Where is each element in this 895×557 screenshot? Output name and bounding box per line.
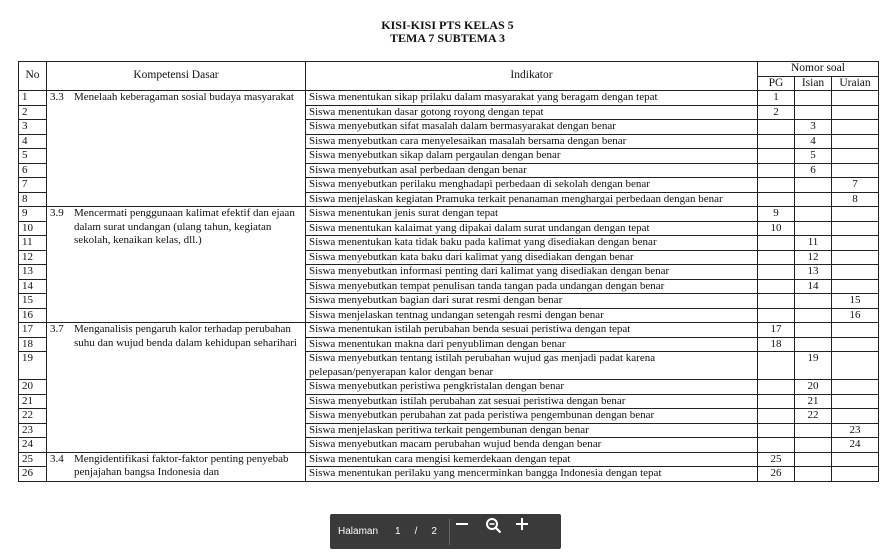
- isian-cell: 20: [795, 380, 832, 395]
- zoom-minus-button[interactable]: [455, 517, 485, 547]
- pg-cell: [758, 134, 795, 149]
- kd-code: 3.9: [50, 207, 64, 219]
- table-row: [19, 207, 879, 222]
- isian-cell: 6: [795, 163, 832, 178]
- header-pg: PG: [758, 76, 795, 91]
- pg-cell: 1: [758, 91, 795, 106]
- isian-cell: [795, 323, 832, 338]
- uraian-cell: [832, 380, 879, 395]
- current-page-input[interactable]: 1: [395, 526, 401, 537]
- pg-cell: [758, 380, 795, 395]
- plus-icon: [515, 517, 529, 531]
- indikator-cell: Siswa menentukan dasar gotong royong dengan tepat: [306, 105, 758, 120]
- isian-cell: [795, 294, 832, 309]
- uraian-cell: [832, 250, 879, 265]
- page-separator: /: [414, 526, 418, 537]
- isian-cell: 19: [795, 352, 832, 380]
- uraian-cell: 15: [832, 294, 879, 309]
- header-kompetensi-dasar: Kompetensi Dasar: [47, 62, 306, 91]
- uraian-cell: [832, 323, 879, 338]
- indikator-cell: Siswa menentukan sikap prilaku dalam masyarakat yang beragam dengan tepat: [306, 91, 758, 106]
- pg-cell: [758, 149, 795, 164]
- indikator-cell: Siswa menyebutkan perilaku menghadapi perbedaan di sekolah dengan benar: [306, 178, 758, 193]
- indikator-cell: Siswa menentukan kalaimat yang dipakai dalam surat undangan dengan tepat: [306, 221, 758, 236]
- pg-cell: 9: [758, 207, 795, 222]
- kd-text: Mengidentifikasi faktor-faktor penting penyebab penjajahan bangsa Indonesia dan: [74, 452, 289, 478]
- isian-cell: 3: [795, 120, 832, 135]
- row-number: 11: [19, 236, 47, 251]
- indikator-cell: Siswa menyebutkan macam perubahan wujud benda dengan benar: [306, 438, 758, 453]
- isian-cell: [795, 467, 832, 482]
- row-number: 24: [19, 438, 47, 453]
- row-number: 7: [19, 178, 47, 193]
- kompetensi-dasar-cell: [47, 323, 306, 453]
- isian-cell: 11: [795, 236, 832, 251]
- header-isian: Isian: [795, 76, 832, 91]
- indikator-cell: Siswa menentukan kata tidak baku pada kalimat yang disediakan dengan benar: [306, 236, 758, 251]
- uraian-cell: [832, 409, 879, 424]
- zoom-in-button[interactable]: [515, 517, 545, 547]
- row-number: 4: [19, 134, 47, 149]
- isian-cell: [795, 192, 832, 207]
- pg-cell: 2: [758, 105, 795, 120]
- uraian-cell: [832, 394, 879, 409]
- isian-cell: [795, 337, 832, 352]
- kd-text: Menganalisis pengaruh kalor terhadap perubahan suhu dan wujud benda dalam kehidupan seharihari: [74, 323, 297, 349]
- pg-cell: 26: [758, 467, 795, 482]
- indikator-cell: Siswa menyebutkan cara menyelesaikan masalah bersama dengan benar: [306, 134, 758, 149]
- kompetensi-dasar-cell: [47, 91, 306, 207]
- row-number: 1: [19, 91, 47, 106]
- row-number: 15: [19, 294, 47, 309]
- toolbar-divider: [449, 519, 450, 545]
- row-number: 6: [19, 163, 47, 178]
- kd-text: Mencermati penggunaan kalimat efektif dan ejaan dalam surat undangan (ulang tahun, kegiatan sekolah, kenaikan kelas, dll.): [74, 207, 295, 246]
- pg-cell: [758, 409, 795, 424]
- row-number: 8: [19, 192, 47, 207]
- uraian-cell: [832, 279, 879, 294]
- indikator-cell: Siswa menyebutkan bagian dari surat resmi dengan benar: [306, 294, 758, 309]
- isian-cell: [795, 308, 832, 323]
- pg-cell: [758, 178, 795, 193]
- row-number: 5: [19, 149, 47, 164]
- kd-code: 3.3: [50, 91, 64, 103]
- isian-cell: [795, 207, 832, 222]
- uraian-cell: [832, 134, 879, 149]
- isian-cell: [795, 91, 832, 106]
- pg-cell: [758, 265, 795, 280]
- pg-cell: [758, 120, 795, 135]
- row-number: 9: [19, 207, 47, 222]
- pg-cell: [758, 352, 795, 380]
- pg-cell: 25: [758, 452, 795, 467]
- total-pages: 2: [431, 526, 437, 537]
- pg-cell: 17: [758, 323, 795, 338]
- isian-cell: 21: [795, 394, 832, 409]
- isian-cell: [795, 221, 832, 236]
- row-number: 21: [19, 394, 47, 409]
- indikator-cell: Siswa menyebutkan istilah perubahan zat sesuai peristiwa dengan benar: [306, 394, 758, 409]
- uraian-cell: [832, 221, 879, 236]
- uraian-cell: [832, 91, 879, 106]
- header-uraian: Uraian: [832, 76, 879, 91]
- uraian-cell: 24: [832, 438, 879, 453]
- indikator-cell: Siswa menyebutkan perubahan zat pada peristiwa pengembunan dengan benar: [306, 409, 758, 424]
- uraian-cell: [832, 265, 879, 280]
- isian-cell: 12: [795, 250, 832, 265]
- isian-cell: [795, 438, 832, 453]
- uraian-cell: 16: [832, 308, 879, 323]
- isian-cell: [795, 423, 832, 438]
- zoom-out-button[interactable]: [485, 517, 515, 547]
- row-number: 20: [19, 380, 47, 395]
- indikator-cell: Siswa menyebutkan tempat penulisan tanda tangan pada undangan dengan benar: [306, 279, 758, 294]
- row-number: 12: [19, 250, 47, 265]
- kompetensi-dasar-cell: [47, 207, 306, 323]
- kompetensi-dasar-cell: [47, 452, 306, 481]
- table-row: [19, 452, 879, 467]
- row-number: 17: [19, 323, 47, 338]
- indikator-cell: Siswa menentukan cara mengisi kemerdekaan dengan tepat: [306, 452, 758, 467]
- uraian-cell: 7: [832, 178, 879, 193]
- row-number: 16: [19, 308, 47, 323]
- pg-cell: [758, 423, 795, 438]
- indikator-cell: Siswa menentukan makna dari penyubliman dengan benar: [306, 337, 758, 352]
- kisi-kisi-table: [18, 61, 879, 482]
- uraian-cell: [832, 149, 879, 164]
- row-number: 23: [19, 423, 47, 438]
- row-number: 19: [19, 352, 47, 380]
- pg-cell: [758, 294, 795, 309]
- indikator-cell: Siswa menyebutkan sikap dalam pergaulan dengan benar: [306, 149, 758, 164]
- zoom-out-icon: [485, 517, 502, 534]
- indikator-cell: Siswa menyebutkan tentang istilah perubahan wujud gas menjadi padat karena pelepasan/penyerapan kalor dengan benar: [306, 352, 758, 380]
- indikator-cell: Siswa menjelaskan peritiwa terkait pengembunan dengan benar: [306, 423, 758, 438]
- isian-cell: 14: [795, 279, 832, 294]
- indikator-cell: Siswa menjelaskan tentnag undangan setengah resmi dengan benar: [306, 308, 758, 323]
- kd-text: Menelaah keberagaman sosial budaya masyarakat: [74, 91, 294, 103]
- table-row: [19, 323, 879, 338]
- pg-cell: [758, 279, 795, 294]
- isian-cell: [795, 452, 832, 467]
- indikator-cell: Siswa menyebutkan peristiwa pengkristalan dengan benar: [306, 380, 758, 395]
- pg-cell: 18: [758, 337, 795, 352]
- kd-code: 3.7: [50, 323, 64, 335]
- uraian-cell: [832, 352, 879, 380]
- uraian-cell: 8: [832, 192, 879, 207]
- uraian-cell: [832, 105, 879, 120]
- indikator-cell: Siswa menjelaskan kegiatan Pramuka terkait penanaman menghargai perbedaan dengan benar: [306, 192, 758, 207]
- indikator-cell: Siswa menentukan perilaku yang mencerminkan bangga Indonesia dengan tepat: [306, 467, 758, 482]
- uraian-cell: [832, 452, 879, 467]
- indikator-cell: Siswa menentukan jenis surat dengan tepat: [306, 207, 758, 222]
- row-number: 22: [19, 409, 47, 424]
- isian-cell: 4: [795, 134, 832, 149]
- row-number: 2: [19, 105, 47, 120]
- header-nomor-soal: Nomor soal: [758, 62, 879, 77]
- indikator-cell: Siswa menentukan istilah perubahan benda sesuai peristiwa dengan tepat: [306, 323, 758, 338]
- pg-cell: [758, 438, 795, 453]
- isian-cell: [795, 105, 832, 120]
- uraian-cell: [832, 236, 879, 251]
- pg-cell: [758, 250, 795, 265]
- isian-cell: 5: [795, 149, 832, 164]
- row-number: 25: [19, 452, 47, 467]
- pg-cell: [758, 394, 795, 409]
- uraian-cell: [832, 163, 879, 178]
- minus-icon: [455, 517, 469, 531]
- uraian-cell: [832, 337, 879, 352]
- row-number: 14: [19, 279, 47, 294]
- indikator-cell: Siswa menyebutkan asal perbedaan dengan benar: [306, 163, 758, 178]
- row-number: 26: [19, 467, 47, 482]
- uraian-cell: [832, 207, 879, 222]
- header-no: No: [19, 62, 47, 91]
- indikator-cell: Siswa menyebutkan informasi penting dari kalimat yang disediakan dengan benar: [306, 265, 758, 280]
- document-title: KISI-KISI PTS KELAS 5: [381, 18, 514, 32]
- isian-cell: [795, 178, 832, 193]
- pg-cell: [758, 236, 795, 251]
- pg-cell: [758, 308, 795, 323]
- pg-cell: 10: [758, 221, 795, 236]
- uraian-cell: [832, 120, 879, 135]
- row-number: 3: [19, 120, 47, 135]
- isian-cell: 22: [795, 409, 832, 424]
- document-subtitle: TEMA 7 SUBTEMA 3: [389, 31, 506, 45]
- pg-cell: [758, 192, 795, 207]
- pg-cell: [758, 163, 795, 178]
- kd-code: 3.4: [50, 452, 64, 465]
- header-indikator: Indikator: [306, 62, 758, 91]
- table-row: [19, 91, 879, 106]
- row-number: 18: [19, 337, 47, 352]
- uraian-cell: [832, 467, 879, 482]
- uraian-cell: 23: [832, 423, 879, 438]
- pdf-page-toolbar: [330, 514, 561, 549]
- isian-cell: 13: [795, 265, 832, 280]
- indikator-cell: Siswa menyebutkan sifat masalah dalam bermasyarakat dengan benar: [306, 120, 758, 135]
- indikator-cell: Siswa menyebutkan kata baku dari kalimat yang disediakan dengan benar: [306, 250, 758, 265]
- row-number: 10: [19, 221, 47, 236]
- page-label: Halaman: [338, 526, 379, 537]
- row-number: 13: [19, 265, 47, 280]
